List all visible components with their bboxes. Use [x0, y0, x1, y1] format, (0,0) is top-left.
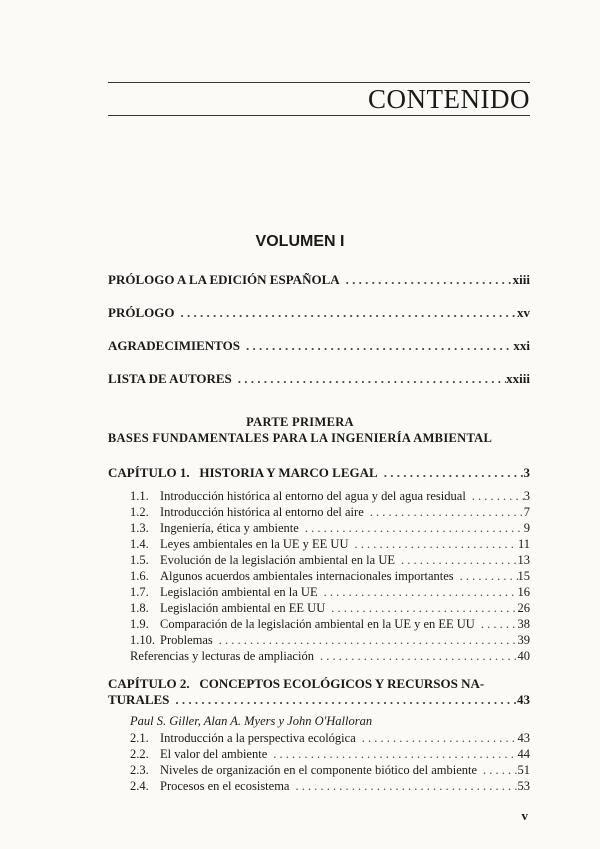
- leader-dots: [466, 489, 524, 504]
- toc-section[interactable]: 1.9. Comparación de la legislación ambiental en la UE y en EE UU . . . 38: [130, 617, 530, 632]
- toc-section[interactable]: 1.4. Leyes ambientales en la UE y EE UU . . . 11: [130, 537, 530, 552]
- toc-section[interactable]: 2.1. Introducción a la perspectiva ecológica . . . 43: [130, 731, 530, 746]
- leader-dots: [348, 537, 517, 552]
- toc-entry-agradecimientos[interactable]: [108, 338, 530, 353]
- toc-entry-lista-autores[interactable]: [108, 371, 530, 386]
- toc-section[interactable]: 1.3. Ingeniería, ética y ambiente . . . 9: [130, 521, 530, 536]
- toc-entry-prologo[interactable]: [108, 305, 530, 320]
- part-subtitle: BASES FUNDAMENTALES PARA LA INGENIERÍA AMBIENTAL: [107, 431, 493, 445]
- toc-section[interactable]: 1.8. Legislación ambiental en EE UU . . . 26: [130, 601, 530, 616]
- chapter-page: 43: [517, 692, 530, 707]
- toc-entry-label: LISTA DE AUTORES: [108, 371, 232, 386]
- leader-dots: [340, 272, 513, 287]
- page-title: CONTENIDO: [368, 84, 530, 114]
- toc-entry-page: xiii: [512, 272, 530, 287]
- toc-section[interactable]: 1.5. Evolución de la legislación ambiental en la UE . . . 13: [130, 553, 530, 568]
- leader-dots: [364, 505, 524, 520]
- toc-section[interactable]: 1.10. Problemas . . . 39: [130, 633, 530, 648]
- part-title: PARTE PRIMERA: [246, 415, 354, 429]
- toc-entry-prologo-edicion[interactable]: [108, 272, 530, 287]
- leader-dots: [267, 747, 517, 762]
- leader-dots: [314, 649, 518, 664]
- toc-section[interactable]: 2.2. El valor del ambiente . . . 44: [130, 747, 530, 762]
- leader-dots: [454, 569, 518, 584]
- header-rule-top: [108, 82, 530, 83]
- leader-dots: [213, 633, 518, 648]
- toc-section[interactable]: 1.7. Legislación ambiental en la UE . . . 16: [130, 585, 530, 600]
- toc-section[interactable]: 1.2. Introducción histórica al entorno del aire . . . 7: [130, 505, 530, 520]
- volume-title: VOLUMEN I: [255, 233, 345, 250]
- leader-dots: [169, 692, 517, 707]
- leader-dots: [240, 338, 513, 353]
- toc-entry-page: xv: [517, 305, 530, 320]
- toc-entry-label: PRÓLOGO: [108, 305, 175, 320]
- toc-chapter-2-line2[interactable]: TURALES . . . 43: [108, 692, 530, 707]
- leader-dots: [289, 779, 517, 794]
- leader-dots: [395, 553, 518, 568]
- toc-references[interactable]: Referencias y lecturas de ampliación . . . 40: [130, 649, 530, 664]
- leader-dots: [356, 731, 518, 746]
- toc-chapter-1[interactable]: [108, 465, 530, 480]
- toc-entry-page: xxi: [513, 338, 530, 353]
- toc-entry-label: PRÓLOGO A LA EDICIÓN ESPAÑOLA: [108, 272, 340, 287]
- toc-entry-label: AGRADECIMIENTOS: [108, 338, 240, 353]
- toc-section[interactable]: 2.4. Procesos en el ecosistema . . . 53: [130, 779, 530, 794]
- toc-section[interactable]: 2.3. Niveles de organización en el componente biótico del ambiente . . . 51: [130, 763, 530, 778]
- chapter-authors: Paul S. Giller, Alan A. Myers y John O'Halloran: [130, 714, 373, 728]
- leader-dots: [299, 521, 524, 536]
- header-rule-bottom: [108, 115, 530, 116]
- leader-dots: [174, 305, 517, 320]
- leader-dots: [475, 617, 518, 632]
- leader-dots: [325, 601, 517, 616]
- toc-section[interactable]: 1.6. Algunos acuerdos ambientales internacionales importantes . . . 15: [130, 569, 530, 584]
- leader-dots: [378, 465, 524, 480]
- toc-section[interactable]: 1.1. Introducción histórica al entorno del agua y del agua residual . . . 3: [130, 489, 530, 504]
- page-number: v: [521, 808, 528, 823]
- toc-entry-page: xxiii: [506, 371, 530, 386]
- chapter-page: 3: [523, 465, 530, 480]
- leader-dots: [232, 371, 506, 386]
- toc-chapter-2-line1[interactable]: CAPÍTULO 2. CONCEPTOS ECOLÓGICOS Y RECURSOS NA-: [108, 676, 485, 691]
- leader-dots: [318, 585, 518, 600]
- chapter-label: CAPÍTULO 1. HISTORIA Y MARCO LEGAL: [108, 465, 378, 480]
- leader-dots: [477, 763, 517, 778]
